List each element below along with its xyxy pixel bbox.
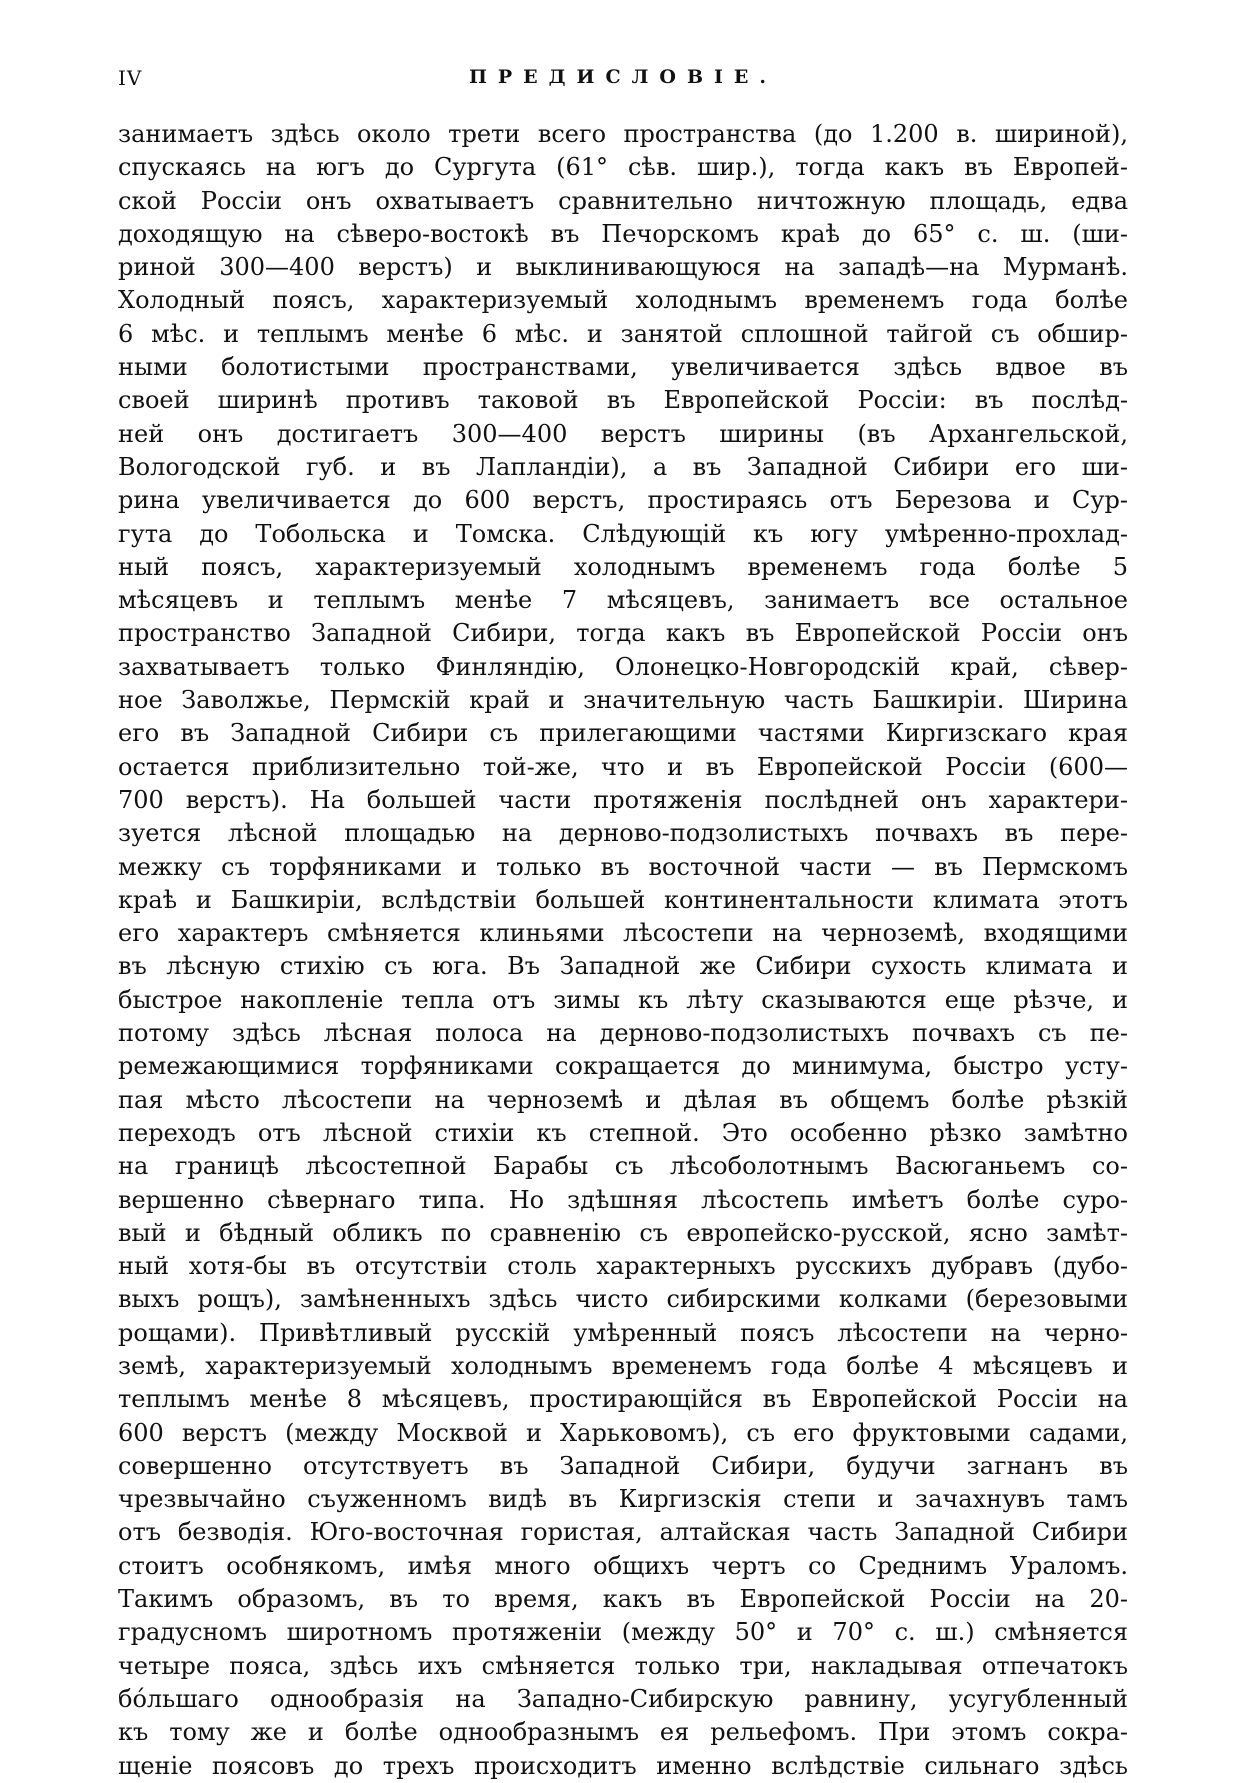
text-line: его въ Западной Сибири съ прилегающими частями Киргизскаго края: [118, 719, 1128, 748]
text-line: остается приблизительно той-же, что и въ Европейской Россіи (600—: [118, 752, 1128, 781]
text-line: отъ безводія. Юго-восточная гористая, алтайская часть Западной Сибири: [118, 1518, 1128, 1547]
text-line: Такимъ образомъ, въ то время, какъ въ Европейской Россіи на 20-: [118, 1585, 1128, 1614]
text-line: краѣ и Башкиріи, вслѣдствіи большей континентальности климата этотъ: [118, 885, 1128, 914]
text-line: гута до Тобольска и Томска. Слѣдующій къ югу умѣренно-прохлад-: [118, 519, 1128, 548]
page-number: IV: [118, 66, 143, 90]
text-line: риной 300—400 верстъ) и выклинивающуюся на западѣ—на Мурманѣ.: [118, 253, 1128, 282]
text-line: своей ширинѣ противъ таковой въ Европейской Россіи: въ послѣд-: [118, 386, 1128, 415]
text-line: пространство Западной Сибири, тогда какъ въ Европейской Россіи онъ: [118, 619, 1128, 648]
text-line: занимаетъ здѣсь около трети всего пространства (до 1.200 в. шириной),: [118, 120, 1128, 148]
text-line: пая мѣсто лѣсостепи на черноземѣ и дѣлая въ общемъ болѣе рѣзкій: [118, 1085, 1128, 1114]
text-line: щеніе поясовъ до трехъ происходитъ именно вслѣдствіе сильнаго здѣсь: [118, 1751, 1128, 1780]
page-header: [118, 66, 1128, 102]
text-line: его характеръ смѣняется клиньями лѣсостепи на черноземѣ, входящими: [118, 919, 1128, 948]
text-line: быстрое накопленіе тепла отъ зимы къ лѣту сказываются еще рѣзче, и: [118, 985, 1128, 1014]
text-line: спускаясь на югъ до Сургута (61° сѣв. шир.), тогда какъ въ Европей-: [118, 153, 1128, 182]
text-line: 600 верстъ (между Москвой и Харьковомъ), съ его фруктовыми садами,: [118, 1418, 1128, 1447]
text-line: ней онъ достигаетъ 300—400 верстъ ширины (въ Архангельской,: [118, 419, 1128, 448]
text-line: ными болотистыми пространствами, увеличивается здѣсь вдвое въ: [118, 353, 1128, 382]
text-line: ное Заволжье, Пермскій край и значительную часть Башкиріи. Ширина: [118, 686, 1128, 715]
text-line: 6 мѣс. и теплымъ менѣе 6 мѣс. и занятой сплошной тайгой съ обшир-: [118, 319, 1128, 348]
text-line: чрезвычайно съуженномъ видѣ въ Киргизскія степи и зачахнувъ тамъ: [118, 1485, 1128, 1514]
text-line: захватываетъ только Финляндію, Олонецко-Новгородскій край, сѣвер-: [118, 652, 1128, 681]
text-line: на границѣ лѣсостепной Барабы съ лѣсоболотнымъ Васюганьемъ со-: [118, 1152, 1128, 1181]
text-line: доходящую на сѣверо-востокѣ въ Печорскомъ краѣ до 65° с. ш. (ши-: [118, 219, 1128, 248]
text-line: градусномъ широтномъ протяженіи (между 50° и 70° с. ш.) смѣняется: [118, 1618, 1128, 1647]
text-line: въ лѣсную стихію съ юга. Въ Западной же Сибири сухость климата и: [118, 952, 1128, 981]
running-title: ПРЕДИСЛОВІЕ.: [468, 66, 778, 88]
text-line: межку съ торфяниками и только въ восточной части — въ Пермскомъ: [118, 852, 1128, 881]
text-line: зуется лѣсной площадью на дерново-подзолистыхъ почвахъ въ пере-: [118, 819, 1128, 848]
text-line: бóльшаго однообразія на Западно-Сибирскую равнину, усугубленный: [118, 1684, 1128, 1713]
text-line: совершенно отсутствуетъ въ Западной Сибири, будучи загнанъ въ: [118, 1451, 1128, 1480]
body-text: [118, 118, 1128, 1780]
text-line: четыре пояса, здѣсь ихъ смѣняется только три, накладывая отпечатокъ: [118, 1651, 1128, 1680]
text-line: выхъ рощъ), замѣненныхъ здѣсь чисто сибирскими колками (березовыми: [118, 1285, 1128, 1314]
text-line: переходъ отъ лѣсной стихіи къ степной. Это особенно рѣзко замѣтно: [118, 1118, 1128, 1147]
text-line: теплымъ менѣе 8 мѣсяцевъ, простирающійся въ Европейской Россіи на: [118, 1385, 1128, 1414]
text-line: ской Россіи онъ охватываетъ сравнительно ничтожную площадь, едва: [118, 186, 1128, 215]
text-line: рощами). Привѣтливый русскій умѣренный поясъ лѣсостепи на черно-: [118, 1318, 1128, 1347]
text-line: земѣ, характеризуемый холоднымъ временемъ года болѣе 4 мѣсяцевъ и: [118, 1351, 1128, 1380]
text-line: ный хотя-бы въ отсутствіи столь характерныхъ русскихъ дубравъ (дубо-: [118, 1252, 1128, 1281]
text-line: Холодный поясъ, характеризуемый холоднымъ временемъ года болѣе: [118, 286, 1128, 315]
text-line: ремежающимися торфяниками сокращается до минимума, быстро усту-: [118, 1052, 1128, 1081]
text-line: мѣсяцевъ и теплымъ менѣе 7 мѣсяцевъ, занимаетъ все остальное: [118, 586, 1128, 615]
text-line: потому здѣсь лѣсная полоса на дерново-подзолистыхъ почвахъ съ пе-: [118, 1019, 1128, 1048]
text-line: рина увеличивается до 600 верстъ, простираясь отъ Березова и Сур-: [118, 486, 1128, 515]
text-line: ный поясъ, характеризуемый холоднымъ временемъ года болѣе 5: [118, 552, 1128, 581]
text-line: стоитъ особнякомъ, имѣя много общихъ чертъ со Среднимъ Ураломъ.: [118, 1551, 1128, 1580]
text-line: вый и бѣдный обликъ по сравненію съ европейско-русской, ясно замѣт-: [118, 1218, 1128, 1247]
text-line: вершенно сѣвернаго типа. Но здѣшняя лѣсостепь имѣетъ болѣе суро-: [118, 1185, 1128, 1214]
text-line: къ тому же и болѣе однообразнымъ ея рельефомъ. При этомъ сокра-: [118, 1718, 1128, 1747]
text-line: Вологодской губ. и въ Лапландіи), а въ Западной Сибири его ши-: [118, 452, 1128, 481]
text-line: 700 верстъ). На большей части протяженія послѣдней онъ характери-: [118, 785, 1128, 814]
